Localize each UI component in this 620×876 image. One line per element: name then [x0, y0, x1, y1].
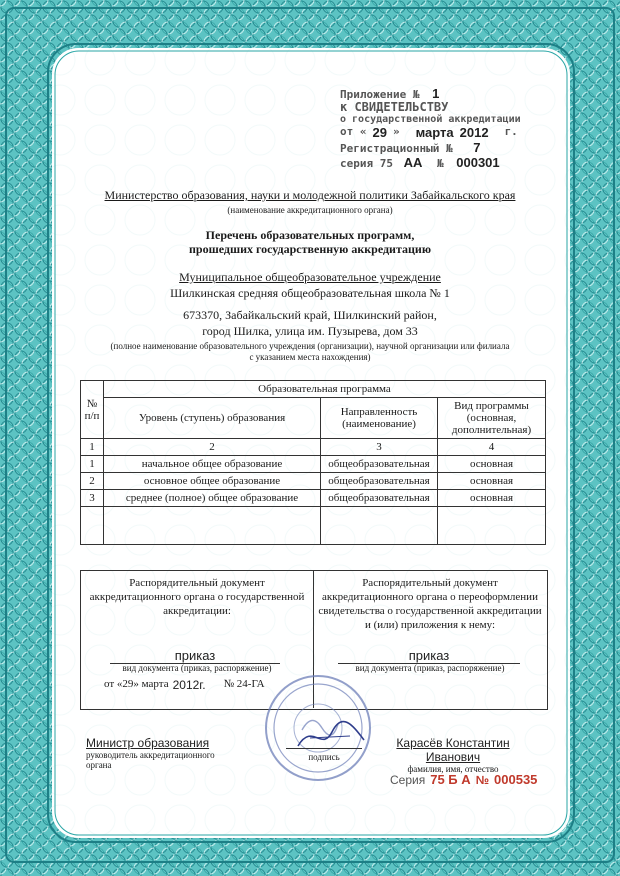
doc-left-number: № 24-ГА — [223, 678, 265, 690]
row-direction: общеобразовательная — [321, 490, 438, 507]
index-cell: 2 — [104, 439, 321, 456]
row-type: основная — [438, 456, 546, 473]
doc-right-type-line — [338, 648, 520, 664]
col-num-header: № п/п — [81, 381, 104, 439]
institution-line-1: Муниципальное общеобразовательное учреждение — [179, 270, 441, 284]
institution-address-1: 673370, Забайкальский край, Шилкинский район, — [183, 308, 437, 322]
signature-caption: подпись — [308, 752, 340, 762]
annex-series-label: серия 75 — [340, 157, 393, 170]
table-row — [81, 456, 546, 473]
row-level: среднее (полное) общее образование — [104, 490, 321, 507]
doc-right-title: Распорядительный документ аккредитационного органа о переоформлении свидетельства о государственной аккредитации и (или) приложения к нему: — [318, 577, 542, 631]
row-type: основная — [438, 490, 546, 507]
annex-date-sep: » — [392, 125, 400, 138]
col-type-header: Вид программы (основная, дополнительная) — [438, 398, 546, 439]
annex-to-label: к СВИДЕТЕЛЬСТВУ — [340, 100, 449, 114]
annex-num-sign: № — [437, 157, 444, 170]
doc-left-date: от «29» марта — [104, 678, 169, 690]
title-line-1: Перечень образовательных программ, — [205, 228, 415, 242]
empty-cell — [104, 507, 321, 545]
row-level: основное общее образование — [104, 473, 321, 490]
footer-series-number: 000535 — [494, 772, 538, 787]
row-num: 3 — [81, 490, 104, 507]
annex-about: о государственной аккредитации — [340, 114, 521, 125]
authority-caption: (наименование аккредитационного органа) — [227, 205, 393, 215]
programs-table — [80, 380, 546, 545]
footer-num-sign: № — [475, 773, 490, 787]
signatory-name: Карасёв Константин Иванович — [396, 736, 510, 764]
empty-cell — [81, 507, 104, 545]
doc-left-title: Распорядительный документ аккредитационного органа о государственной аккредитации: — [89, 577, 305, 617]
annex-series-letters: АА — [403, 155, 423, 170]
doc-right-caption: вид документа (приказ, распоряжение) — [355, 663, 505, 673]
table-row — [81, 490, 546, 507]
doc-left-caption: вид документа (приказ, распоряжение) — [122, 663, 272, 673]
annex-date-from: от « — [340, 125, 367, 138]
index-row — [81, 439, 546, 456]
authority-name: Министерство образования, науки и молодежной политики Забайкальского края — [104, 188, 516, 202]
page-title — [60, 228, 560, 256]
signatory-position-caption: руководитель аккредитационного органа — [86, 750, 215, 770]
annex-label: Приложение № — [340, 88, 420, 101]
annex-year-suffix: г. — [504, 125, 518, 138]
row-direction: общеобразовательная — [321, 456, 438, 473]
signature-line — [286, 748, 362, 749]
annex-day: 29 — [372, 125, 387, 140]
annex-reg-number: 7 — [473, 140, 481, 155]
annex-reg-label: Регистрационный № — [340, 142, 453, 155]
annex-number: 1 — [432, 86, 440, 101]
row-type: основная — [438, 473, 546, 490]
col-level-header: Уровень (ступень) образования — [104, 398, 321, 439]
institution-caption-1: (полное наименование образовательного учреждения (организации), научной организации или филиала — [110, 341, 510, 351]
row-direction: общеобразовательная — [321, 473, 438, 490]
row-level: начальное общее образование — [104, 456, 321, 473]
doc-left-type: приказ — [110, 648, 280, 664]
footer-series-label: Серия — [390, 773, 426, 787]
doc-right-type: приказ — [338, 648, 520, 664]
institution-line-2: Шилкинская средняя общеобразовательная школа № 1 — [170, 286, 450, 300]
institution-address-2: город Шилка, улица им. Пузырева, дом 33 — [202, 324, 418, 338]
doc-left-type-line — [110, 648, 280, 664]
footer-series-code: 75 Б А — [430, 772, 471, 787]
empty-row — [81, 507, 546, 545]
title-line-2: прошедших государственную аккредитацию — [188, 242, 432, 256]
row-num: 2 — [81, 473, 104, 490]
signatory-name-caption: фамилия, имя, отчество — [407, 764, 499, 774]
row-num: 1 — [81, 456, 104, 473]
footer-serial — [390, 772, 560, 787]
group-header: Образовательная программа — [104, 381, 546, 398]
empty-cell — [321, 507, 438, 545]
table-row — [81, 473, 546, 490]
index-cell: 1 — [81, 439, 104, 456]
index-cell: 4 — [438, 439, 546, 456]
annex-series-number: 000301 — [456, 155, 500, 170]
annex-year: 2012 — [459, 125, 489, 140]
institution-caption-2: с указанием места нахождения) — [249, 352, 371, 362]
signatory-position: Министр образования — [86, 736, 210, 750]
annex-month: марта — [415, 125, 454, 140]
col-direction-header: Направленность (наименование) — [321, 398, 438, 439]
empty-cell — [438, 507, 546, 545]
index-cell: 3 — [321, 439, 438, 456]
doc-left-year: 2012г. — [172, 678, 206, 692]
